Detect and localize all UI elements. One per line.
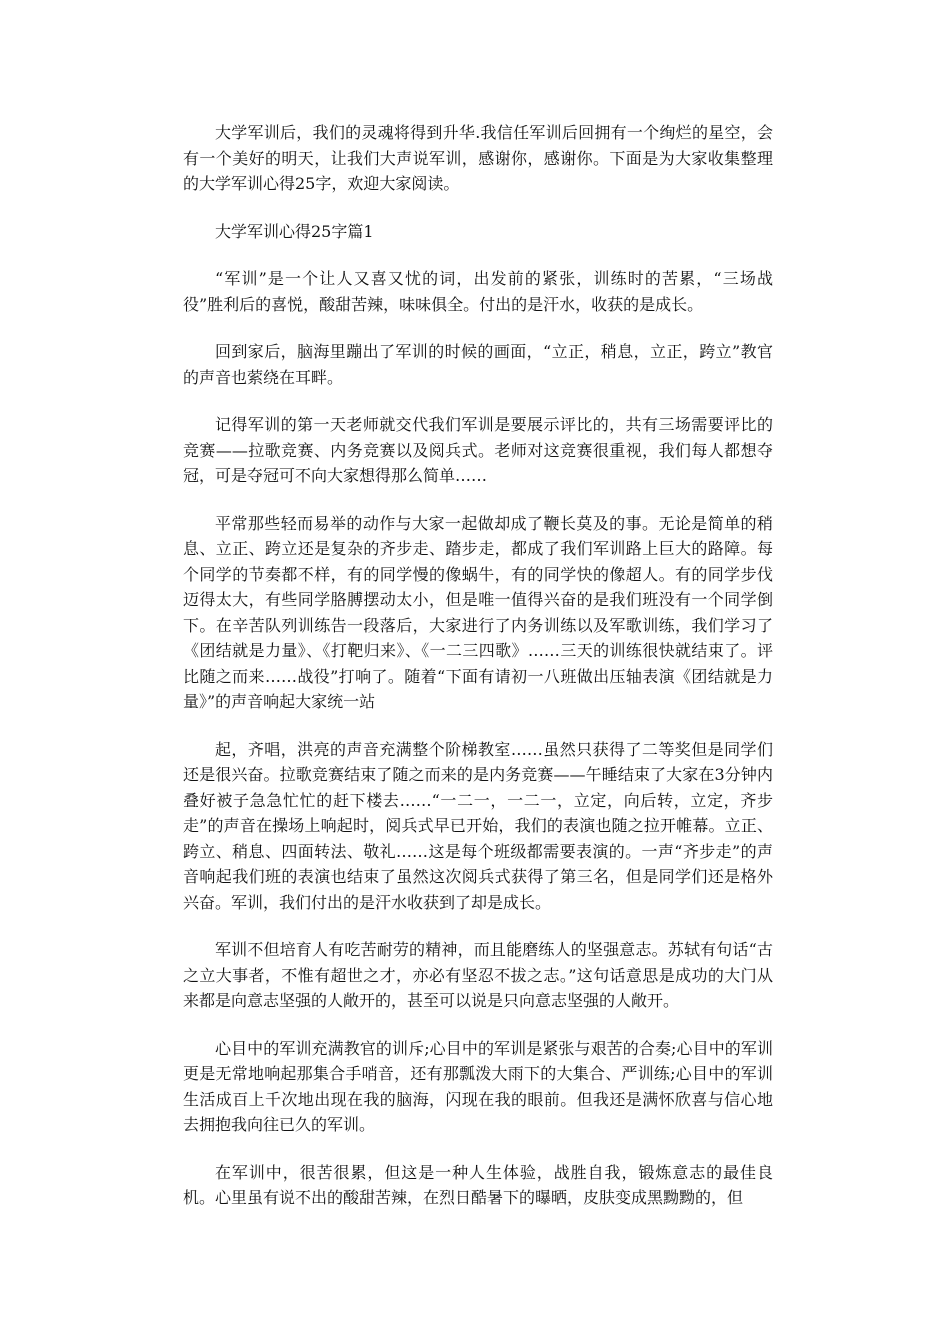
body-paragraph: 军训不但培育人有吃苦耐劳的精神，而且能磨练人的坚强意志。苏轼有句话“古之立大事者，不惟有超世之才，亦必有坚忍不拔之志。”这句话意思是成功的大门从来都是向意志坚强的人敞开的，甚至可以说是只向意志坚强的人敞开。 [183,940,773,1010]
document-body [183,120,773,1233]
body-paragraph: 回到家后，脑海里蹦出了军训的时候的画面，“立正，稍息，立正，跨立”教官的声音也萦绕在耳畔。 [183,342,773,387]
intro-paragraph: 大学军训后，我们的灵魂将得到升华.我信任军训后回拥有一个绚烂的星空，会有一个美好的明天，让我们大声说军训，感谢你，感谢你。下面是为大家收集整理的大学军训心得25字，欢迎大家阅读。 [183,123,773,193]
body-paragraph: 记得军训的第一天老师就交代我们军训是要展示评比的，共有三场需要评比的竞赛——拉歌竞赛、内务竞赛以及阅兵式。老师对这竞赛很重视，我们每人都想夺冠，可是夺冠可不向大家想得那么简单…… [183,415,773,485]
body-paragraph: 心目中的军训充满教官的训斥;心目中的军训是紧张与艰苦的合奏;心目中的军训更是无常地响起那集合手哨音，还有那瓢泼大雨下的大集合、严训练;心目中的军训生活成百上千次地出现在我的脑海，闪现在我的眼前。但我还是满怀欣喜与信心地去拥抱我向往已久的军训。 [183,1038,773,1134]
body-paragraph: 起，齐唱，洪亮的声音充满整个阶梯教室……虽然只获得了二等奖但是同学们还是很兴奋。拉歌竞赛结束了随之而来的是内务竞赛——午睡结束了大家在3分钟内叠好被子急急忙忙的赶下楼去……“一二一，一二一，立定，向后转，立定，齐步走”的声音在操场上响起时，阅兵式早已开始，我们的表演也随之拉开帷幕。立正、跨立、稍息、四面转法、敬礼……这是每个班级都需要表演的。一声“齐步走”的声音响起我们班的表演也结束了虽然这次阅兵式获得了第三名，但是同学们还是格外兴奋。军训，我们付出的是汗水收获到了却是成长。 [183,739,773,912]
body-paragraph: 在军训中，很苦很累，但这是一种人生体验，战胜自我，锻炼意志的最佳良机。心里虽有说不出的酸甜苦辣，在烈日酷暑下的曝晒，皮肤变成黑黝黝的，但 [183,1162,773,1207]
body-paragraph: 平常那些轻而易举的动作与大家一起做却成了鞭长莫及的事。无论是简单的稍息、立正、跨立还是复杂的齐步走、踏步走，都成了我们军训路上巨大的路障。每个同学的节奏都不样，有的同学慢的像蜗牛，有的同学快的像超人。有的同学步伐迈得太大，有些同学胳膊摆动太小，但是唯一值得兴奋的是我们班没有一个同学倒下。在辛苦队列训练告一段落后，大家进行了内务训练以及军歌训练，我们学习了《团结就是力量》、《打靶归来》、《一二三四歌》……三天的训练很快就结束了。评比随之而来……战役”打响了。随着“下面有请初一八班做出压轴表演《团结就是力量》”的声音响起大家统一站 [183,513,773,711]
section-title: 大学军训心得25字篇1 [215,221,374,241]
body-paragraph: “军训”是一个让人又喜又忧的词，出发前的紧张，训练时的苦累，“三场战役”胜利后的喜悦，酸甜苦辣，味味俱全。付出的是汗水，收获的是成长。 [183,269,773,314]
